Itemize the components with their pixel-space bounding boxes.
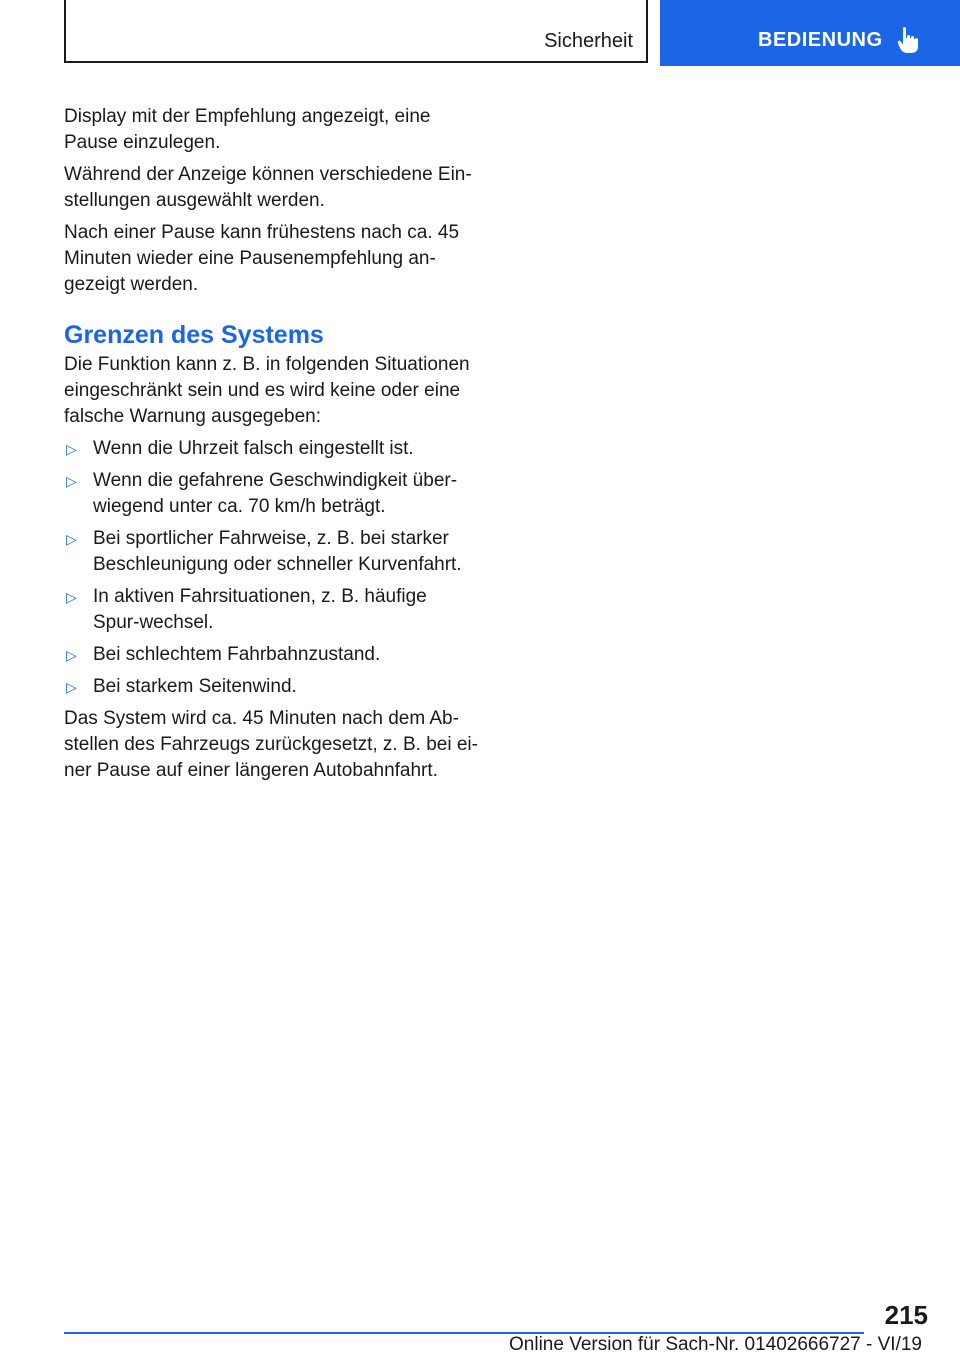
list-item-text: In aktiven Fahrsituationen, z. B. häufige Spur‐wechsel. <box>93 586 427 633</box>
page-header <box>0 0 960 66</box>
footer-version-text: Online Version für Sach-Nr. 01402666727 - VI/19 <box>509 1334 922 1355</box>
triangle-bullet-icon: ▷ <box>66 441 77 457</box>
list-item-text: Wenn die Uhrzeit falsch eingestellt ist. <box>93 438 414 459</box>
triangle-bullet-icon: ▷ <box>66 679 77 695</box>
list-item <box>64 674 478 700</box>
section-tab <box>64 0 648 63</box>
section-intro: Die Funktion kann z. B. in folgenden Situationen eingeschränkt sein und es wird keine oder eine falsche Warnung ausgegeben: <box>64 354 470 427</box>
triangle-bullet-icon: ▷ <box>66 589 77 605</box>
chapter-title: BEDIENUNG <box>758 29 883 51</box>
triangle-bullet-icon: ▷ <box>66 473 77 489</box>
section-heading: Grenzen des Systems <box>64 321 324 349</box>
list-item-text: Bei schlechtem Fahrbahnzustand. <box>93 644 381 665</box>
triangle-bullet-icon: ▷ <box>66 531 77 547</box>
chapter-tab <box>660 0 960 66</box>
section-title: Sicherheit <box>544 30 633 52</box>
closing-paragraph: Das System wird ca. 45 Minuten nach dem Ab‐stellen des Fahrzeugs zurückgesetzt, z. B. bei ei‐ner Pause auf einer längeren Autobahnfahrt. <box>64 708 478 781</box>
intro-paragraph: Display mit der Empfehlung angezeigt, eine Pause einzulegen. <box>64 106 431 153</box>
limitations-list <box>64 436 478 700</box>
list-item <box>64 468 478 520</box>
list-item <box>64 526 478 578</box>
list-item-text: Bei sportlicher Fahrweise, z. B. bei starker Beschleunigung oder schneller Kurvenfahrt. <box>93 528 462 575</box>
intro-paragraph: Nach einer Pause kann frühestens nach ca. 45 Minuten wieder eine Pausenempfehlung an‐gezeigt werden. <box>64 222 460 295</box>
intro-paragraph: Während der Anzeige können verschiedene Ein‐stellungen ausgewählt werden. <box>64 164 472 211</box>
page-content <box>64 104 478 790</box>
list-item <box>64 436 478 462</box>
pointing-hand-icon <box>897 26 919 54</box>
list-item <box>64 584 478 636</box>
list-item <box>64 642 478 668</box>
page-number: 215 <box>884 1300 928 1330</box>
list-item-text: Bei starkem Seitenwind. <box>93 676 297 697</box>
triangle-bullet-icon: ▷ <box>66 647 77 663</box>
list-item-text: Wenn die gefahrene Geschwindigkeit über‐wiegend unter ca. 70 km/h beträgt. <box>93 470 458 517</box>
